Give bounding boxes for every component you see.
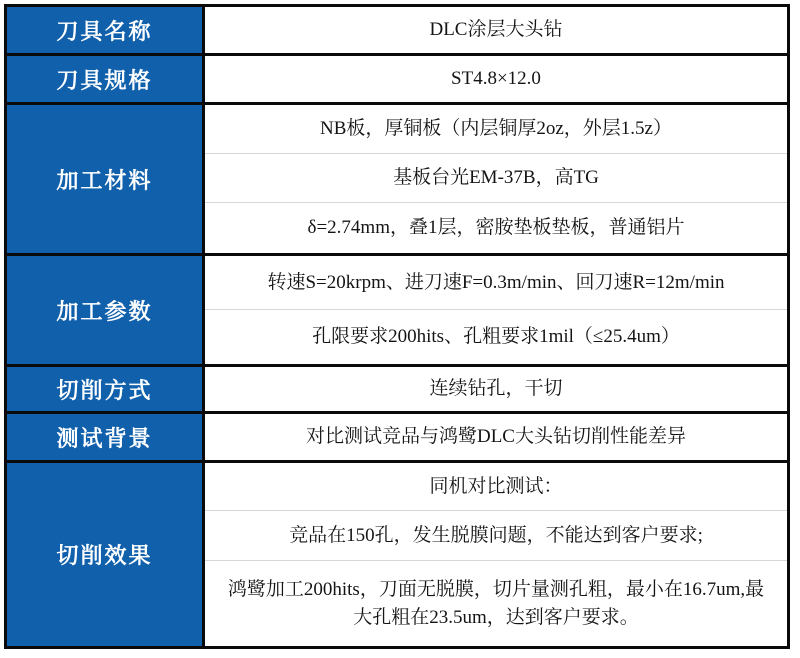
table-row-cutting-result bbox=[7, 463, 787, 646]
row-label-tool-spec: 刀具规格 bbox=[7, 56, 205, 102]
row-label-material: 加工材料 bbox=[7, 105, 205, 253]
table-row-material bbox=[7, 105, 787, 256]
value-result-competitor: 竞品在150孔，发生脱膜问题，不能达到客户要求; bbox=[205, 511, 787, 561]
row-values bbox=[205, 414, 787, 460]
value-material-substrate: 基板台光EM-37B，高TG bbox=[205, 154, 787, 203]
row-values bbox=[205, 463, 787, 646]
value-material-board: NB板，厚铜板（内层铜厚2oz，外层1.5z） bbox=[205, 105, 787, 154]
value-cutting-method: 连续钻孔，干切 bbox=[429, 378, 563, 400]
table-row-tool-name bbox=[7, 7, 787, 56]
row-label-cutting-result: 切削效果 bbox=[7, 463, 205, 646]
table-row-cutting-method bbox=[7, 367, 787, 414]
value-material-stack: δ=2.74mm，叠1层，密胺垫板垫板，普通铝片 bbox=[307, 217, 685, 239]
table-row-test-background bbox=[7, 414, 787, 463]
value-result-intro: 同机对比测试： bbox=[205, 463, 787, 511]
row-label-parameters: 加工参数 bbox=[7, 256, 205, 364]
table-row-parameters bbox=[7, 256, 787, 367]
row-label-test-background: 测试背景 bbox=[7, 414, 205, 460]
row-values bbox=[205, 105, 787, 253]
table-row-tool-spec bbox=[7, 56, 787, 105]
value-tool-name: DLC涂层大头钻 bbox=[429, 19, 563, 41]
row-values bbox=[205, 56, 787, 102]
value-tool-spec: ST4.8×12.0 bbox=[451, 68, 541, 90]
value-test-background: 对比测试竞品与鸿鹭DLC大头钻切削性能差异 bbox=[305, 426, 686, 448]
value-param-speed: 转速S=20krpm、进刀速F=0.3m/min、回刀速R=12m/min bbox=[205, 256, 787, 310]
row-values bbox=[205, 367, 787, 411]
value-param-requirements: 孔限要求200hits、孔粗要求1mil（≤25.4um） bbox=[312, 326, 680, 348]
value-result-hongying: 鸿鹭加工200hits，刀面无脱膜，切片量测孔粗，最小在16.7um,最大孔粗在23.5um，达到客户要求。 bbox=[227, 578, 765, 628]
row-values bbox=[205, 7, 787, 53]
row-label-cutting-method: 切削方式 bbox=[7, 367, 205, 411]
row-values bbox=[205, 256, 787, 364]
row-label-tool-name: 刀具名称 bbox=[7, 7, 205, 53]
tool-spec-table bbox=[4, 4, 790, 649]
